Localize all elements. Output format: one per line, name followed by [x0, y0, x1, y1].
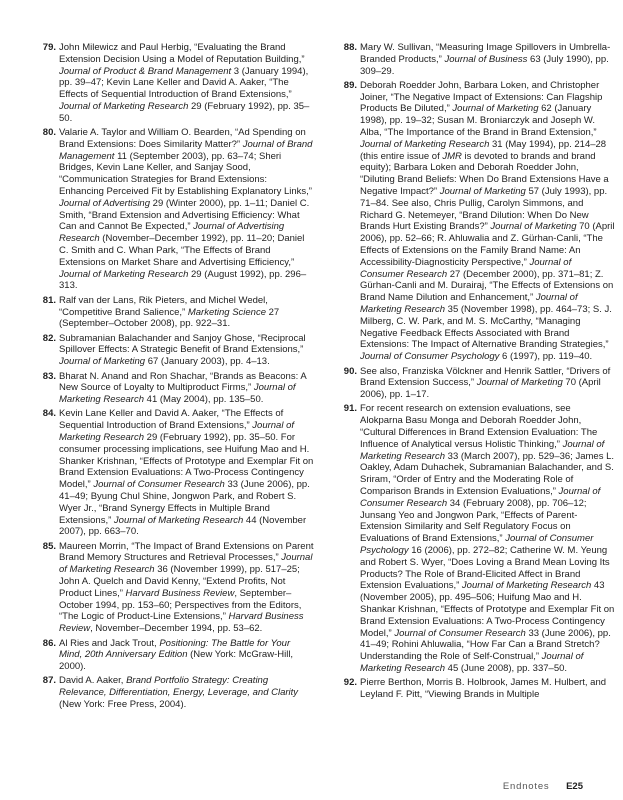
endnote-number: 92.	[343, 677, 357, 689]
citation-text: Valarie A. Taylor and William O. Bearden, “Ad Spending on Brand Extensions: Does Similarity Matter?”	[59, 127, 306, 150]
citation-text: , September–October 1994, pp. 153–60; Perspectives from the Editors, “The Logic of Product-Line Extensions,”	[59, 587, 302, 623]
citation-text: For recent research on extension evaluations, see Alokparna Basu Monga and Deborah Roedder John, “Cultural Differences in Brand Extension Evaluation: The Influence of Analytical versus Holistic Thinking,”	[360, 403, 598, 450]
citation-text: 6 (1997), pp. 119–40.	[499, 351, 593, 363]
citation-text: 27 (December 2000), pp. 371–81; Z. Gürhan-Canli and M. Durairaj, “The Effects of Extensions on Brand Name Dilution and Enhancement,”	[360, 268, 614, 304]
citation-title: Marketing Science	[187, 306, 266, 318]
endnote-text	[59, 638, 293, 673]
endnote-number: 86.	[42, 637, 56, 649]
citation-text: 27 (September–October 2008), pp. 922–31.	[59, 306, 280, 330]
citation-text: 70 (April 2006), pp. 1–17.	[360, 377, 601, 401]
endnote-entry	[32, 371, 314, 406]
citation-title: Journal of Marketing Research	[59, 420, 295, 443]
citation-text: 41 (May 2004), pp. 135–50.	[144, 394, 264, 406]
endnote-text	[59, 295, 279, 330]
left-column	[32, 42, 314, 713]
endnote-entry	[333, 366, 615, 401]
endnote-text	[59, 675, 298, 710]
citation-text: John Milewicz and Paul Herbig, “Evaluating the Brand Extension Decision Using a Model of Reputation Building,”	[59, 42, 305, 65]
endnote-entry	[333, 677, 615, 701]
right-column	[333, 42, 615, 703]
citation-text: 70 (April 2006), pp. 52–66; R. Ahluwalia and Z. Gürhan-Canli, “The Effects of Extensions on the Family Brand Name: An Accessibility-Diagnosticity Perspective,”	[360, 221, 615, 268]
citation-text: Subramanian Balachander and Sanjoy Ghose, “Reciprocal Spillover Effects: A Strategic Benefit of Brand Extensions,”	[59, 332, 306, 356]
endnote-entry	[333, 42, 615, 77]
citation-title: Journal of Marketing Research	[461, 580, 592, 592]
citation-text: 57 (July 1993), pp. 71–84. See also, Chris Pullig, Carolyn Simmons, and Richard G. Netemeyer, “Brand Dilution: When Do New Brands Hurt Existing Brands?”	[360, 186, 608, 233]
citation-text: (New York: McGraw-Hill, 2000).	[59, 649, 294, 673]
citation-text: 43 (November 2005), pp. 495–506; Huifung Mao and H. Shankar Krishnan, “Effects of Prototype and Exemplar Fit on Brand Extension Evaluations: A Two-Process Contingency Model,”	[360, 580, 615, 639]
citation-title: Harvard Business Review	[125, 587, 235, 599]
citation-text: 33 (June 2006), pp. 41–49; Rohini Ahluwalia, “How Far Can a Brand Stretch? Understanding the Role of Self-Construal,”	[360, 627, 611, 663]
citation-title: Journal of Business	[444, 53, 528, 65]
citation-text: Pierre Berthon, Morris B. Holbrook, James M. Hulbert, and Leyland F. Pitt, “Viewing Brands in Multiple	[360, 677, 607, 701]
citation-text: 29 (August 1992), pp. 296–313.	[59, 268, 307, 292]
citation-title: Journal of Marketing	[490, 221, 577, 233]
endnote-entry	[333, 403, 615, 674]
section-label: Endnotes	[502, 781, 550, 792]
endnote-text	[59, 408, 313, 537]
citation-title: Journal of Marketing	[476, 377, 563, 389]
endnote-number: 90.	[343, 365, 357, 377]
citation-text: (November–December 1992), pp. 11–20; Daniel C. Smith and C. Whan Park, “The Effects of Brand Extensions on Market Share and Advertising Efficiency,”	[59, 233, 305, 268]
citation-title: Journal of Marketing	[59, 356, 146, 368]
citation-text: See also, Franziska Völckner and Henrik Sattler, “Drivers of Brand Extension Success,”	[360, 365, 611, 389]
citation-text: Kevin Lane Keller and David A. Aaker, “The Effects of Sequential Introduction of Brand Extensions,”	[59, 408, 284, 432]
citation-title: Journal of Consumer Research	[394, 627, 526, 639]
endnote-entry	[32, 127, 314, 292]
endnote-number: 89.	[343, 79, 357, 91]
citation-text: is devoted to brands and brand equity); Barbara Loken and Deborah Roedder John, “Diluting Brand Beliefs: When Do Brand Extensions Have a Negative Impact?”	[360, 150, 609, 198]
citation-text: 44 (November 2007), pp. 663–70.	[59, 514, 307, 538]
citation-title: Journal of Marketing	[439, 186, 526, 198]
citation-text: 34 (February 2008), pp. 706–12; Junsang Yeo and Jongwon Park, “Effects of Parent-Extension Similarity and Self Regulatory Focus on Evaluations of Brand Extensions,”	[360, 497, 587, 545]
endnote-entry	[32, 333, 314, 368]
citation-title: Journal of Advertising	[59, 197, 151, 209]
endnote-text	[59, 371, 306, 406]
endnote-number: 79.	[42, 42, 56, 53]
citation-title: Journal of Consumer Psychology	[360, 533, 594, 556]
citation-text: 3 (January 1994), pp. 39–47; Kevin Lane Keller and David A. Aaker, “The Effects of Sequential Introduction of Brand Extensions,”	[59, 65, 309, 101]
citation-title: Journal of Marketing	[452, 103, 539, 115]
endnote-entry	[32, 638, 314, 673]
endnote-number: 84.	[42, 408, 56, 420]
citation-title: Brand Portfolio Strategy: Creating Relevance, Differentiation, Energy, Leverage, and Clarity	[59, 675, 299, 699]
endnote-number: 82.	[42, 332, 56, 344]
citation-title: Journal of Marketing Research	[360, 651, 584, 674]
citation-title: JMR	[442, 150, 462, 162]
citation-text: 67 (January 2003), pp. 4–13.	[145, 356, 270, 368]
citation-text: 29 (Winter 2000), pp. 1–11; Daniel C. Smith, “Brand Extension and Advertising Efficiency: What Can and Cannot Be Expected,”	[59, 197, 310, 233]
citation-title: Journal of Marketing Research	[360, 438, 605, 462]
endnote-entry	[32, 541, 314, 635]
citation-title: Journal of Consumer Psychology	[360, 351, 500, 363]
endnote-text	[59, 127, 312, 291]
citation-text: Deborah Roedder John, Barbara Loken, and Christopher Joiner, “The Negative Impact of Extensions: Can Flagship Products Be Diluted,”	[360, 79, 603, 115]
endnote-text	[360, 366, 610, 401]
endnote-entry	[32, 42, 314, 125]
citation-title: Harvard Business Review	[59, 611, 304, 635]
citation-text: 16 (2006), pp. 272–82; Catherine W. M. Yeung and Robert S. Wyer, “Does Loving a Brand Mean Loving Its Products? The Role of Brand-Elicited Affect in Brand Extension Evaluations,”	[360, 544, 610, 592]
citation-text: Al Ries and Jack Trout,	[59, 637, 160, 649]
citation-text: Maureen Morrin, “The Impact of Brand Extensions on Parent Brand Memory Structures and Retrieval Processes,”	[59, 540, 314, 564]
endnote-text	[360, 42, 610, 77]
citation-text: 31 (May 1994), pp. 214–28 (this entire issue of	[360, 138, 607, 162]
citation-title: Journal of Marketing Research	[59, 552, 313, 576]
citation-text: 33 (June 2006), pp. 41–49; Byung Chul Shine, Jongwon Park, and Robert S. Wyer Jr., “Brand Synergy Effects in Multiple Brand Extensions,”	[59, 479, 310, 526]
citation-title: Journal of Brand Management	[59, 138, 313, 162]
citation-text: 29 (February 1992), pp. 35–50.	[59, 100, 310, 124]
citation-title: Journal of Consumer Research	[360, 485, 601, 509]
citation-text: 29 (February 1992), pp. 35–50. For consumer processing implications, see Huifung Mao and H. Shanker Krishnan, “Effects of Prototype and Exemplar Fit on Brand Extension Evaluations: A Two-Process Contingency Model,”	[59, 432, 314, 491]
citation-title: Positioning: The Battle for Your Mind, 20th Anniversary Edition	[59, 637, 291, 661]
citation-text: 11 (September 2003), pp. 63–74; Sheri Bridges, Kevin Lane Keller, and Sanjay Sood, “Communication Strategies for Brand Extensions: Enhancing Perceived Fit by Establishing Explanatory Links,”	[59, 150, 312, 198]
citation-title: Journal of Marketing Research	[59, 268, 189, 280]
citation-text: 45 (June 2008), pp. 337–50.	[445, 662, 568, 674]
endnote-entry	[32, 295, 314, 330]
page-number: E25	[566, 781, 583, 792]
citation-title: Journal of Advertising Research	[59, 221, 285, 245]
endnote-number: 91.	[343, 403, 357, 415]
citation-text: David A. Aaker,	[59, 675, 127, 687]
endnote-text	[59, 541, 314, 635]
citation-title: Journal of Marketing Research	[113, 514, 244, 526]
endnote-text	[59, 333, 306, 368]
citation-text: 63 (July 1990), pp. 309–29.	[360, 53, 609, 77]
citation-text: 33 (March 2007), pp. 529–36; James L. Oakley, Adam Duhachek, Subramanian Balachander, and S. Sriram, “Order of Entry and the Moderating Role of Comparison Brands in Extension Evaluations,”	[360, 450, 615, 497]
page-footer	[503, 781, 583, 792]
endnote-entry	[32, 408, 314, 538]
endnote-number: 80.	[42, 127, 56, 139]
citation-title: Journal of Marketing Research	[59, 100, 189, 112]
citation-title: Journal of Marketing Research	[360, 138, 490, 150]
citation-title: Journal of Marketing Research	[360, 292, 578, 316]
endnote-entry	[32, 675, 314, 710]
endnote-number: 87.	[42, 675, 56, 687]
citation-text: 62 (January 1998), pp. 19–32; Susan M. Broniarczyk and Joseph W. Alba, “The Importance of the Brand in Brand Extension,”	[360, 103, 597, 139]
citation-title: Journal of Consumer Research	[93, 479, 225, 491]
endnote-text	[360, 403, 614, 674]
citation-text: 36 (November 1999), pp. 517–25; John A. Quelch and David Kenny, “Extend Profits, Not Product Lines,”	[59, 564, 300, 599]
endnote-entry	[333, 80, 615, 363]
citation-text: 35 (November 1998), pp. 464–73; S. J. Milberg, C. W. Park, and M. S. McCarthy, “Managing Negative Feedback Effects Associated with Brand Extensions: The Impact of Alternative Branding Strategies,”	[360, 304, 612, 351]
citation-title: Journal of Product & Brand Management	[59, 65, 232, 77]
endnote-number: 83.	[42, 370, 56, 382]
endnote-number: 88.	[343, 42, 357, 53]
endnote-text	[360, 80, 615, 362]
endnote-text	[360, 677, 606, 700]
citation-text: , November–December 1994, pp. 53–62.	[90, 623, 263, 635]
citation-text: Ralf van der Lans, Rik Pieters, and Michel Wedel, “Competitive Brand Salience,”	[59, 294, 268, 318]
citation-title: Journal of Consumer Research	[360, 256, 572, 280]
citation-text: Bharat N. Anand and Ron Shachar, “Brands as Beacons: A New Source of Loyalty to Multiproduct Firms,”	[59, 370, 307, 394]
endnote-text	[59, 42, 309, 124]
citation-text: Mary W. Sullivan, “Measuring Image Spillovers in Umbrella-Branded Products,”	[360, 42, 611, 65]
endnote-number: 85.	[42, 540, 56, 552]
endnote-number: 81.	[42, 294, 56, 306]
citation-text: (New York: Free Press, 2004).	[59, 699, 187, 711]
citation-title: Journal of Marketing Research	[59, 382, 296, 406]
